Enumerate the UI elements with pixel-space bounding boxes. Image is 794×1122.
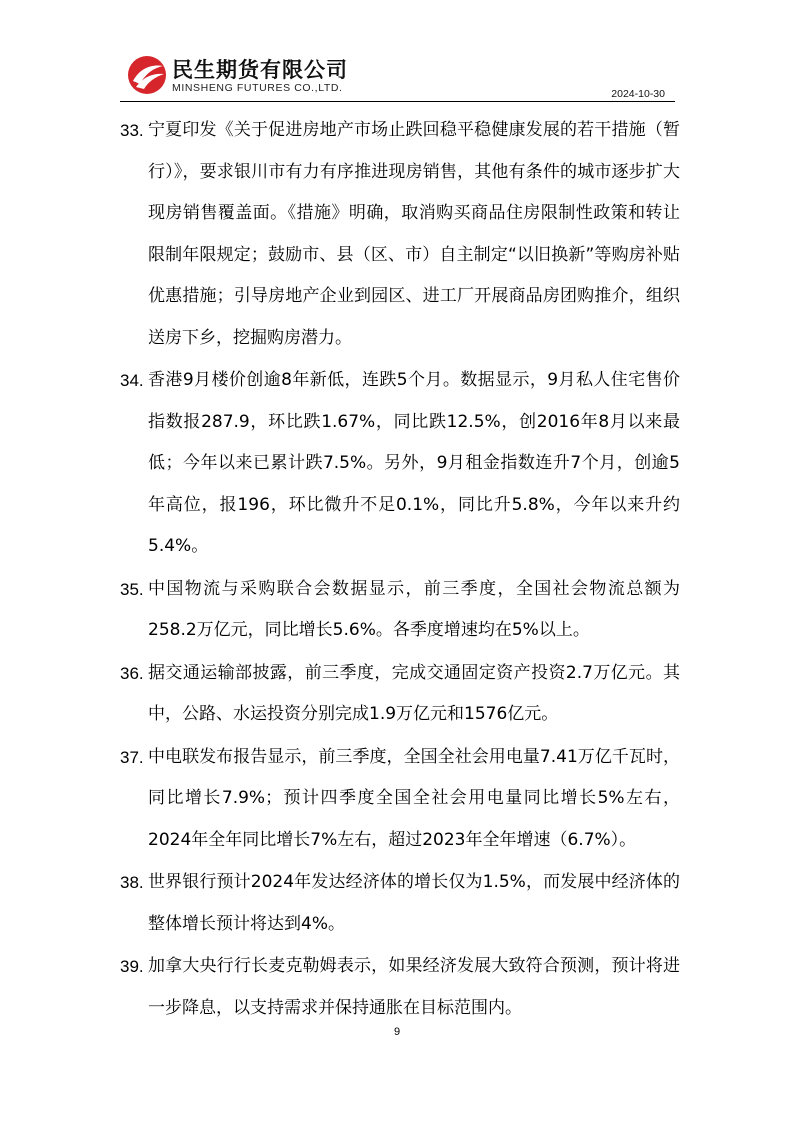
- header-divider: [120, 101, 675, 102]
- item-text: 中电联发布报告显示，前三季度，全国全社会用电量7.41万亿千瓦时，同比增长7.9%；预计四季度全国全社会用电量同比增长5%左右，2024年全年同比增长7%左右，超过2023年全年增速（6.7%）。: [148, 746, 680, 850]
- item-number: 36.: [120, 663, 144, 683]
- item-text: 宁夏印发《关于促进房地产市场止跌回稳平稳健康发展的若干措施（暂行）》，要求银川市有力有序推进现房销售，其他有条件的城市逐步扩大现房销售覆盖面。《措施》明确，取消购买商品住房限制性政策和转让限制年限规定；鼓励市、县（区、市）自主制定“以旧换新”等购房补贴优惠措施；引导房地产企业到园区、进工厂开展商品房团购推介，组织送房下乡，挖掘购房潜力。: [148, 120, 680, 348]
- page-number: 9: [393, 1026, 401, 1038]
- list-item: [120, 737, 680, 862]
- item-number: 38.: [120, 873, 144, 892]
- item-text: 世界银行预计2024年发达经济体的增长仅为1.5%，而发展中经济体的整体增长预计将达到4%。: [148, 872, 680, 934]
- item-number: 33.: [120, 121, 144, 140]
- item-text: 据交通运输部披露，前三季度，完成交通固定资产投资2.7万亿元。其中，公路、水运投资分别完成1.9万亿元和1576亿元。: [148, 662, 680, 724]
- item-number: 37.: [120, 747, 144, 767]
- list-item: [120, 569, 680, 652]
- company-name-cn: 民生期货有限公司: [172, 58, 348, 82]
- item-text: 加拿大央行行长麦克勒姆表示，如果经济发展大致符合预测，预计将进一步降息，以支持需求并保持通胀在目标范围内。: [148, 956, 680, 1018]
- list-item: [120, 862, 680, 945]
- minsheng-logo-icon: [126, 54, 168, 96]
- news-list: [120, 110, 680, 1030]
- list-item: [120, 360, 680, 568]
- item-number: 35.: [120, 579, 144, 599]
- company-name-en: MINSHENG FUTURES CO.,LTD.: [172, 82, 343, 94]
- item-text: 香港9月楼价创逾8年新低，连跌5个月。数据显示，9月私人住宅售价指数报287.9，环比跌1.67%，同比跌12.5%，创2016年8月以来最低；今年以来已累计跌7.5%。另外，9月租金指数连升7个月，创逾5年高位，报196，环比微升不足0.1%，同比升5.8%，今年以来升约5.4%。: [148, 370, 680, 556]
- page-header: [120, 50, 675, 102]
- report-date: 2024-10-30: [611, 88, 665, 100]
- item-number: 34.: [120, 371, 144, 390]
- list-item: [120, 946, 680, 1029]
- item-text: 中国物流与采购联合会数据显示，前三季度，全国社会物流总额为258.2万亿元，同比增长5.6%。各季度增速均在5%以上。: [148, 578, 680, 640]
- item-number: 39.: [120, 957, 144, 976]
- list-item: [120, 653, 680, 736]
- list-item: [120, 110, 680, 359]
